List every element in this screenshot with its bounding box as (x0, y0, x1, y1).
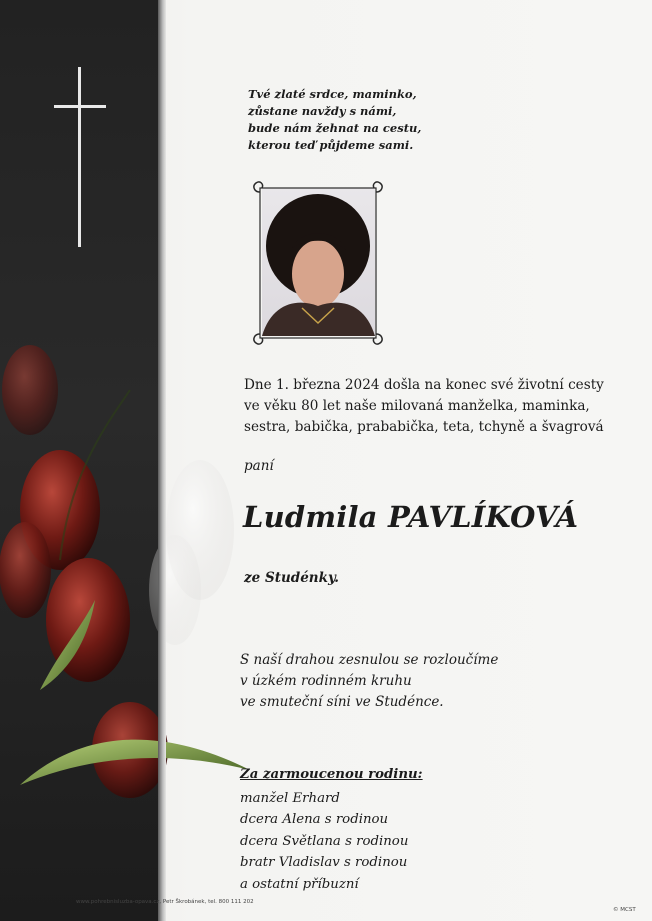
memorial-verse (248, 86, 448, 154)
verse-line: bude nám žehnat na cestu, (248, 121, 422, 135)
funeral-service-footer: www.pohrebnisluzba-opava.cz, Petr Škrobánek, tel. 800 111 202 (76, 899, 254, 905)
announcement-line: sestra, babička, prababička, teta, tchyně a švagrová (244, 419, 604, 435)
family-member: dcera Světlana s rodinou (240, 833, 409, 849)
verse-line: kterou teď půjdeme sami. (248, 138, 414, 152)
family-member: dcera Alena s rodinou (240, 812, 389, 827)
family-member: manžel Erhard (240, 790, 340, 806)
photo-frame (250, 178, 386, 348)
cross-icon (54, 67, 106, 247)
farewell-line: v úzkém rodinném kruhu (240, 673, 412, 689)
farewell-line: ve smuteční síni ve Studénce. (240, 694, 444, 710)
verse-line: Tvé zlaté srdce, maminko, (248, 87, 417, 101)
family-member: bratr Vladislav s rodinou (240, 855, 408, 870)
honorific: paní (244, 458, 274, 474)
family-member: a ostatní příbuzní (240, 876, 359, 892)
band-edge-shadow (158, 0, 166, 921)
death-announcement (244, 375, 604, 438)
verse-line: zůstane navždy s námi, (248, 104, 397, 118)
place-of-origin: ze Studénky. (244, 570, 339, 586)
farewell-line: S naší drahou zesnulou se rozloučíme (240, 652, 499, 668)
deceased-name: Ludmila PAVLÍKOVÁ (243, 500, 579, 534)
mourning-family (240, 764, 500, 895)
printer-mark: © MCST (613, 907, 636, 913)
tulips-illustration (0, 330, 260, 830)
family-heading: Za zarmoucenou rodinu: (240, 767, 423, 782)
announcement-line: ve věku 80 let naše milovaná manželka, maminka, (244, 398, 590, 414)
announcement-line: Dne 1. března 2024 došla na konec své životní cesty (244, 377, 604, 393)
ornament-corner-icon (254, 182, 382, 344)
farewell-notice (240, 650, 570, 713)
